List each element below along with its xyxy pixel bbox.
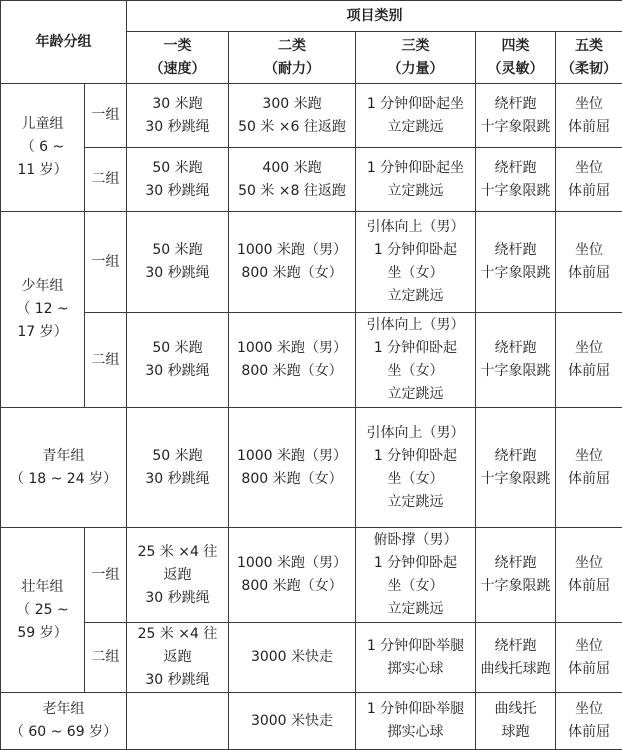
cell-line: 59 岁） bbox=[3, 622, 82, 645]
cell-line: 俯卧撑（男） bbox=[358, 529, 473, 552]
cell-line: 体前屈 bbox=[558, 116, 620, 139]
cell-line: 二类 bbox=[231, 35, 353, 58]
subgroup-two: 二组 bbox=[85, 148, 127, 212]
subgroup-one: 一组 bbox=[85, 84, 127, 148]
cell-line: 坐位 bbox=[558, 445, 620, 468]
header-col-endurance bbox=[229, 32, 356, 84]
cell-children-two-agility bbox=[476, 148, 556, 212]
cell-line: 体前屈 bbox=[558, 575, 620, 598]
subgroup-one: 一组 bbox=[85, 212, 127, 313]
cell-line: 50 米跑 bbox=[129, 157, 226, 180]
cell-teen-two-strength bbox=[356, 313, 476, 408]
cell-line: 1 分钟仰卧起坐 bbox=[358, 93, 473, 116]
cell-line: 30 秒跳绳 bbox=[129, 468, 226, 491]
cell-line: 3000 米快走 bbox=[231, 646, 353, 669]
cell-line: 立定跳远 bbox=[358, 491, 473, 514]
cell-line: 返跑 bbox=[129, 564, 226, 587]
cell-line: 50 米 ×6 往返跑 bbox=[231, 116, 353, 139]
cell-youth-strength bbox=[356, 408, 476, 528]
cell-children-two-endurance bbox=[229, 148, 356, 212]
cell-line: 25 米 ×4 往 bbox=[129, 623, 226, 646]
cell-teen-one-flexibility bbox=[556, 212, 622, 313]
cell-adult-one-flexibility bbox=[556, 528, 622, 623]
cell-line: 坐位 bbox=[558, 157, 620, 180]
header-col-agility bbox=[476, 32, 556, 84]
cell-children-two-strength bbox=[356, 148, 476, 212]
cell-youth-flexibility bbox=[556, 408, 622, 528]
cell-line: 1 分钟仰卧起 bbox=[358, 445, 473, 468]
cell-line: 引体向上（男） bbox=[358, 216, 473, 239]
cell-line: 1 分钟仰卧起坐 bbox=[358, 157, 473, 180]
cell-line: 立定跳远 bbox=[358, 598, 473, 621]
cell-line: 1000 米跑（男） bbox=[231, 445, 353, 468]
cell-line: 17 岁） bbox=[3, 321, 82, 344]
group-youth bbox=[1, 408, 127, 528]
subgroup-one: 一组 bbox=[85, 528, 127, 623]
cell-line: 立定跳远 bbox=[358, 180, 473, 203]
cell-line: 曲线托 bbox=[478, 698, 553, 721]
cell-adult-one-speed bbox=[127, 528, 229, 623]
cell-elder-agility bbox=[476, 693, 556, 750]
cell-line: 1000 米跑（男） bbox=[231, 239, 353, 262]
cell-line: 十字象限跳 bbox=[478, 180, 553, 203]
cell-line: （ 6 ~ bbox=[3, 136, 82, 159]
cell-line: 体前屈 bbox=[558, 360, 620, 383]
cell-line: （ 18 ~ 24 岁） bbox=[3, 468, 124, 491]
cell-line: 800 米跑（女） bbox=[231, 468, 353, 491]
cell-line: 青年组 bbox=[3, 445, 124, 468]
cell-line: 绕杆跑 bbox=[478, 445, 553, 468]
cell-line: 50 米 ×8 往返跑 bbox=[231, 180, 353, 203]
cell-line: 1 分钟仰卧举腿 bbox=[358, 635, 473, 658]
cell-line: 立定跳远 bbox=[358, 383, 473, 406]
cell-adult-two-strength bbox=[356, 623, 476, 693]
cell-children-two-flexibility bbox=[556, 148, 622, 212]
cell-line: 绕杆跑 bbox=[478, 635, 553, 658]
cell-line: 返跑 bbox=[129, 646, 226, 669]
group-children bbox=[1, 84, 85, 212]
cell-line: 绕杆跑 bbox=[478, 337, 553, 360]
cell-line: 球跑 bbox=[478, 721, 553, 744]
cell-line: 十字象限跳 bbox=[478, 468, 553, 491]
cell-youth-agility bbox=[476, 408, 556, 528]
cell-line: 400 米跑 bbox=[231, 157, 353, 180]
cell-line: 体前屈 bbox=[558, 721, 620, 744]
cell-line: 30 米跑 bbox=[129, 93, 226, 116]
cell-elder-speed bbox=[127, 693, 229, 750]
cell-line: 800 米跑（女） bbox=[231, 360, 353, 383]
cell-line: 三类 bbox=[358, 35, 473, 58]
cell-line: 1 分钟仰卧起 bbox=[358, 239, 473, 262]
cell-line: 一类 bbox=[129, 35, 226, 58]
cell-line: 3000 米快走 bbox=[231, 710, 353, 733]
cell-line: 800 米跑（女） bbox=[231, 262, 353, 285]
cell-line: 儿童组 bbox=[3, 113, 82, 136]
cell-line: 坐（女） bbox=[358, 262, 473, 285]
cell-line: 掷实心球 bbox=[358, 721, 473, 744]
cell-line: 50 米跑 bbox=[129, 445, 226, 468]
cell-elder-flexibility bbox=[556, 693, 622, 750]
cell-line: 坐位 bbox=[558, 552, 620, 575]
cell-teen-one-agility bbox=[476, 212, 556, 313]
cell-line: 800 米跑（女） bbox=[231, 575, 353, 598]
cell-elder-strength bbox=[356, 693, 476, 750]
cell-line: 30 秒跳绳 bbox=[129, 669, 226, 692]
cell-line: 引体向上（男） bbox=[358, 314, 473, 337]
cell-teen-one-strength bbox=[356, 212, 476, 313]
cell-line: 坐（女） bbox=[358, 575, 473, 598]
cell-line: 十字象限跳 bbox=[478, 262, 553, 285]
subgroup-two: 二组 bbox=[85, 313, 127, 408]
cell-line: 坐位 bbox=[558, 698, 620, 721]
cell-line: 体前屈 bbox=[558, 180, 620, 203]
cell-line: 五类 bbox=[558, 35, 620, 58]
cell-line: 十字象限跳 bbox=[478, 116, 553, 139]
cell-line: 引体向上（男） bbox=[358, 422, 473, 445]
cell-line: （速度） bbox=[129, 58, 226, 81]
cell-line: 绕杆跑 bbox=[478, 552, 553, 575]
cell-line: 坐（女） bbox=[358, 360, 473, 383]
cell-line: 30 秒跳绳 bbox=[129, 587, 226, 610]
cell-line: 绕杆跑 bbox=[478, 157, 553, 180]
cell-line: （ 60 ~ 69 岁） bbox=[3, 721, 124, 744]
cell-line: 坐位 bbox=[558, 337, 620, 360]
cell-line: 十字象限跳 bbox=[478, 575, 553, 598]
group-adult bbox=[1, 528, 85, 693]
cell-line: 坐位 bbox=[558, 635, 620, 658]
cell-youth-speed bbox=[127, 408, 229, 528]
cell-teen-one-endurance bbox=[229, 212, 356, 313]
cell-line: 1000 米跑（男） bbox=[231, 552, 353, 575]
cell-adult-two-agility bbox=[476, 623, 556, 693]
header-col-strength bbox=[356, 32, 476, 84]
group-teen bbox=[1, 212, 85, 408]
cell-line: 立定跳远 bbox=[358, 116, 473, 139]
subgroup-two: 二组 bbox=[85, 623, 127, 693]
cell-adult-one-agility bbox=[476, 528, 556, 623]
cell-line: 绕杆跑 bbox=[478, 239, 553, 262]
cell-children-two-speed bbox=[127, 148, 229, 212]
cell-line: （ 12 ~ bbox=[3, 298, 82, 321]
cell-teen-one-speed bbox=[127, 212, 229, 313]
cell-line: 25 米 ×4 往 bbox=[129, 541, 226, 564]
cell-line: 体前屈 bbox=[558, 468, 620, 491]
cell-line: （耐力） bbox=[231, 58, 353, 81]
cell-teen-two-agility bbox=[476, 313, 556, 408]
cell-line: 1 分钟仰卧举腿 bbox=[358, 698, 473, 721]
header-category: 项目类别 bbox=[127, 1, 622, 32]
cell-children-one-flexibility bbox=[556, 84, 622, 148]
cell-line: （力量） bbox=[358, 58, 473, 81]
cell-line: 30 秒跳绳 bbox=[129, 180, 226, 203]
cell-adult-two-speed bbox=[127, 623, 229, 693]
cell-line: 立定跳远 bbox=[358, 285, 473, 308]
cell-line: 体前屈 bbox=[558, 262, 620, 285]
cell-children-one-speed bbox=[127, 84, 229, 148]
cell-line: 30 秒跳绳 bbox=[129, 360, 226, 383]
cell-line: 少年组 bbox=[3, 275, 82, 298]
cell-line: 1 分钟仰卧起 bbox=[358, 552, 473, 575]
cell-line: 30 秒跳绳 bbox=[129, 116, 226, 139]
cell-elder-endurance bbox=[229, 693, 356, 750]
cell-line: 曲线托球跑 bbox=[478, 658, 553, 681]
cell-children-one-strength bbox=[356, 84, 476, 148]
cell-line: 四类 bbox=[478, 35, 553, 58]
cell-line: 壮年组 bbox=[3, 576, 82, 599]
cell-line: 50 米跑 bbox=[129, 239, 226, 262]
cell-line: （ 25 ~ bbox=[3, 599, 82, 622]
cell-line: 300 米跑 bbox=[231, 93, 353, 116]
cell-line: 11 岁） bbox=[3, 159, 82, 182]
cell-line: 1 分钟仰卧起 bbox=[358, 337, 473, 360]
cell-line: （柔韧） bbox=[558, 58, 620, 81]
cell-adult-one-endurance bbox=[229, 528, 356, 623]
cell-teen-two-endurance bbox=[229, 313, 356, 408]
cell-line: 30 秒跳绳 bbox=[129, 262, 226, 285]
group-elder bbox=[1, 693, 127, 750]
cell-line: 掷实心球 bbox=[358, 658, 473, 681]
cell-line: 绕杆跑 bbox=[478, 93, 553, 116]
cell-adult-two-flexibility bbox=[556, 623, 622, 693]
cell-line: 1000 米跑（男） bbox=[231, 337, 353, 360]
header-age-group: 年龄分组 bbox=[1, 1, 127, 84]
cell-children-one-endurance bbox=[229, 84, 356, 148]
cell-line: 坐位 bbox=[558, 93, 620, 116]
cell-youth-endurance bbox=[229, 408, 356, 528]
header-col-flexibility bbox=[556, 32, 622, 84]
cell-teen-two-flexibility bbox=[556, 313, 622, 408]
cell-line: 坐（女） bbox=[358, 468, 473, 491]
header-col-speed bbox=[127, 32, 229, 84]
cell-line: 体前屈 bbox=[558, 658, 620, 681]
cell-adult-two-endurance bbox=[229, 623, 356, 693]
cell-line: 老年组 bbox=[3, 698, 124, 721]
cell-adult-one-strength bbox=[356, 528, 476, 623]
cell-children-one-agility bbox=[476, 84, 556, 148]
cell-line: 十字象限跳 bbox=[478, 360, 553, 383]
cell-line: 坐位 bbox=[558, 239, 620, 262]
cell-teen-two-speed bbox=[127, 313, 229, 408]
cell-line: （灵敏） bbox=[478, 58, 553, 81]
cell-line: 50 米跑 bbox=[129, 337, 226, 360]
